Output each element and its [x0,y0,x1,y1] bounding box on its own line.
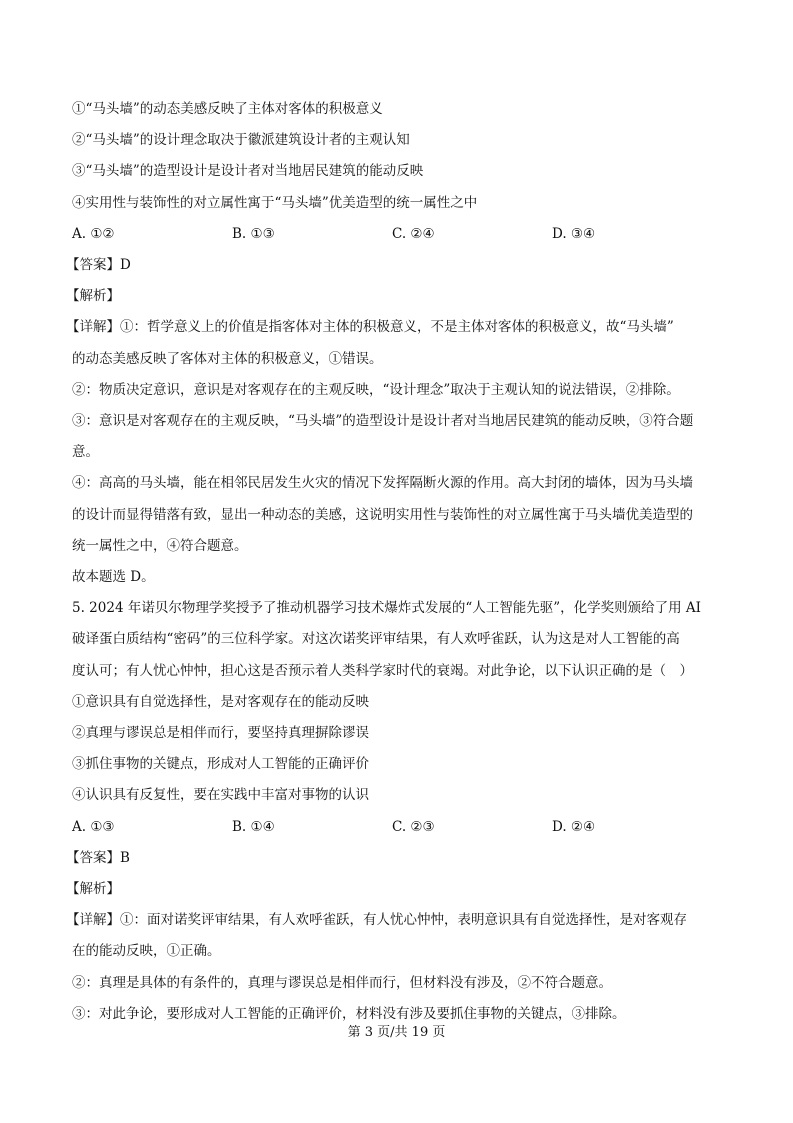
q5-analysis-label: 【解析】 [66,881,120,898]
q5-option-d: D. ②④ [552,818,596,835]
q4-statements [72,94,724,219]
q5-option-b: B. ①④ [232,818,275,835]
q5-stem-line: 度认可；有人忧心忡忡，担心这是否预示着人类科学家时代的衰竭。对此争论，以下认识正确的是（ ） [72,662,693,679]
q5-detail-line: ②：真理是具体的有条件的，真理与谬误总是相伴而行，但材料没有涉及，②不符合题意。 [72,974,612,991]
q4-detail-line: 的设计而显得错落有致，显出一种动态的美感，这说明实用性与装饰性的对立属性寓于马头墙优美造型的 [72,506,693,523]
q5-stem-line: 破译蛋白质结构“密码”的三位科学家。对这次诺奖评审结果，有人欢呼雀跃，认为这是对人工智能的高 [72,631,680,648]
q4-detail-line: 【详解】①：哲学意义上的价值是指客体对主体的积极意义，不是主体对客体的积极意义，故“马头墙” [66,319,674,336]
q5-statement-3: ③抓住事物的关键点，形成对人工智能的正确评价 [72,756,369,773]
q5-statement-4: ④认识具有反复性，要在实践中丰富对事物的认识 [72,787,369,804]
q4-option-c: C. ②④ [392,225,435,242]
document-page [66,94,724,1030]
q5-statements [72,687,724,812]
q4-options [72,219,724,250]
q4-option-d: D. ③④ [552,225,596,242]
q5-detail-line: 在的能动反映，①正确。 [72,943,221,960]
q5-statement-2: ②真理与谬误总是相伴而行，要坚持真理摒除谬误 [72,725,369,742]
q4-answer: 【答案】D [66,257,131,274]
q4-statement-3: ③“马头墙”的造型设计是设计者对当地居民建筑的能动反映 [72,163,424,180]
q5-statement-1: ①意识具有自觉选择性，是对客观存在的能动反映 [72,693,369,710]
q5-stem [72,593,724,687]
q5-stem-line: 5. 2024 年诺贝尔物理学奖授予了推动机器学习技术爆炸式发展的“人工智能先驱”，化学奖则颁给了用 AI [72,600,701,617]
q5-detail-line: ③：对此争论，要形成对人工智能的正确评价，材料没有涉及要抓住事物的关键点，③排除。 [72,1005,626,1022]
q4-statement-1: ①“马头墙”的动态美感反映了主体对客体的积极意义 [72,101,383,117]
q5-detail [66,905,724,1030]
q4-statement-2: ②“马头墙”的设计理念取决于徽派建筑设计者的主观认知 [72,132,410,149]
q5-options [72,812,724,843]
q5-answer: 【答案】B [66,849,130,866]
q4-detail-line: ②：物质决定意识，意识是对客观存在的主观反映，“设计理念”取决于主观认知的说法错误，②排除。 [72,381,680,398]
page-footer: 第 3 页/共 19 页 [347,1025,446,1040]
q5-option-c: C. ②③ [392,818,435,835]
q4-statement-4: ④实用性与装饰性的对立属性寓于“马头墙”优美造型的统一属性之中 [72,194,478,211]
q4-option-a: A. ①② [72,225,115,242]
q5-option-a: A. ①③ [72,818,115,835]
q4-detail-line: 故本题选 D。 [72,569,155,586]
q5-detail-line: 【详解】①：面对诺奖评审结果，有人欢呼雀跃，有人忧心忡忡，表明意识具有自觉选择性，是对客观存 [66,912,687,929]
q4-detail-line: 意。 [72,444,99,461]
q4-detail-line: 的动态美感反映了客体对主体的积极意义，①错误。 [72,350,383,367]
q4-detail-line: ④：高高的马头墙，能在相邻民居发生火灾的情况下发挥隔断火源的作用。高大封闭的墙体，因为马头墙 [72,475,693,492]
q4-detail [66,312,724,593]
q4-option-b: B. ①③ [232,225,275,242]
q4-analysis-label: 【解析】 [66,288,120,305]
q4-detail-line: 统一属性之中，④符合题意。 [72,537,248,554]
q4-detail-line: ③：意识是对客观存在的主观反映，“马头墙”的造型设计是设计者对当地居民建筑的能动反映，③符合题 [72,413,694,430]
